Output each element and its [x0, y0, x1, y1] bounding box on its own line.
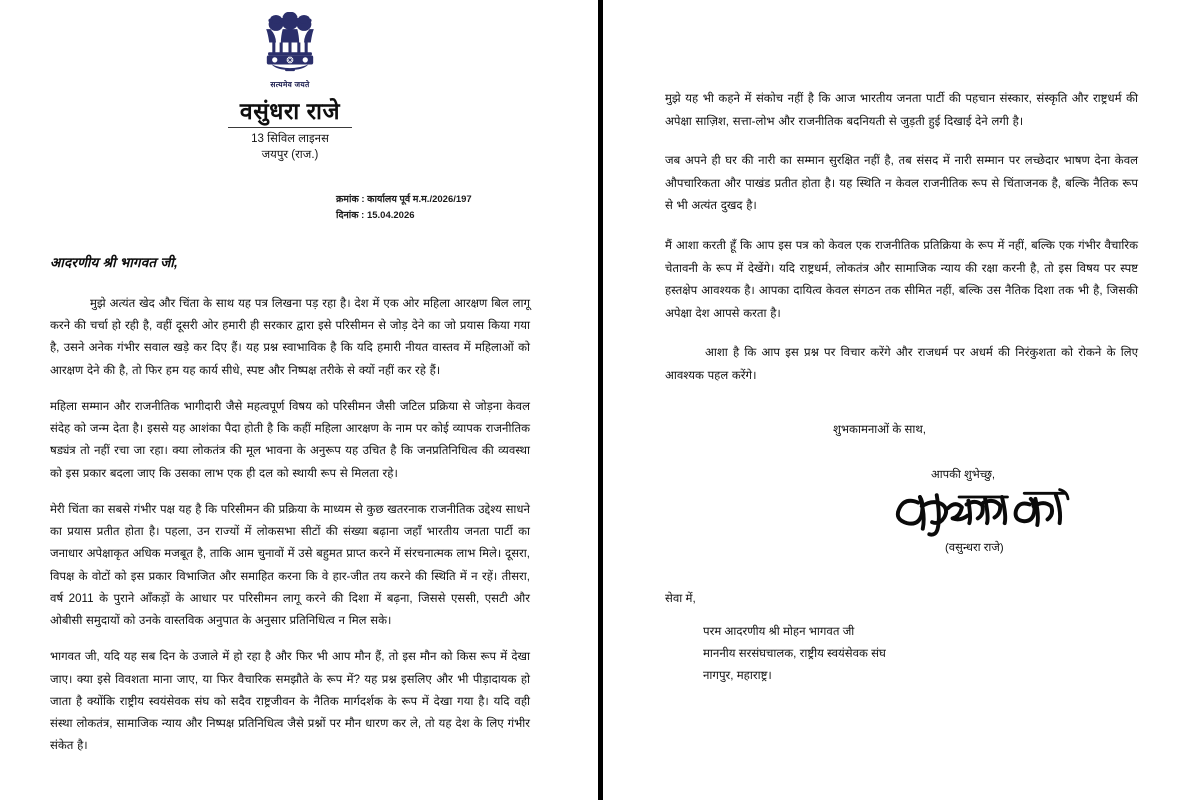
right-page-body — [665, 88, 1138, 388]
closing-yours: आपकी शुभेच्छु, — [931, 468, 996, 481]
emblem-motto: सत्यमेव जयते — [270, 80, 310, 89]
state-emblem-of-india-icon — [259, 12, 321, 84]
paragraph: मुझे यह भी कहने में संकोच नहीं है कि आज भारतीय जनता पार्टी की पहचान संस्कार, संस्कृति और राष्ट्रधर्म की अपेक्षा साज़िश, सत्ता-लोभ और राजनीतिक बदनियती से जुड़ती हुई दिखाई देने लगी है। — [665, 92, 1138, 128]
letter-page-left — [0, 0, 598, 800]
addressee-line-2: माननीय सरसंघचालक, राष्ट्रीय स्वयंसेवक संघ — [703, 646, 886, 660]
addressee-block — [665, 591, 1138, 688]
paragraph: मेरी चिंता का सबसे गंभीर पक्ष यह है कि परिसीमन की प्रक्रिया के माध्यम से कुछ खतरनाक राजनीतिक उद्देश्य साधने का प्रयास प्रतीत होता है। पहला, उन राज्यों में लोकसभा सीटों की संख्या बढ़ाना जहाँ भारतीय जनता पार्टी का जनाधार अपेक्षाकृत अधिक मजबूत है, ताकि आम चुनावों में उसे बहुमत प्राप्त करने में संरचनात्मक लाभ मिले। दूसरा, विपक्ष के वोटों को इस प्रकार विभाजित और समाहित करना कि वे हार-जीत तय करने की स्थिति में न रहें। तीसरा, वर्ष 2011 के पुराने आँकड़ों के आधार पर परिसीमन लागू करने की दिशा में बढ़ना, जिससे एससी, एसटी और ओबीसी समुदायों को उनके वास्तविक अनुपात के अनुसार प्रतिनिधित्व न मिल सके। — [50, 502, 530, 628]
letterhead-divider-rule — [228, 127, 352, 128]
salutation: आदरणीय श्री भागवत जी, — [50, 254, 178, 270]
reference-block — [50, 192, 530, 223]
letterhead-name: वसुंधरा राजे — [239, 98, 341, 124]
letterhead-address-line-1: 13 सिविल लाइनस — [251, 133, 329, 146]
addressee-to-label: सेवा में, — [665, 591, 696, 605]
paragraph: मैं आशा करती हूँ कि आप इस पत्र को केवल एक राजनीतिक प्रतिक्रिया के रूप में नहीं, बल्कि एक गंभीर वैचारिक चेतावनी के रूप में देखेंगे। यदि राष्ट्रधर्म, लोकतंत्र और सामाजिक न्याय की रक्षा करनी है, तो इस विषय पर स्पष्ट हस्तक्षेप आवश्यक है। आपका दायित्व केवल संगठन तक सीमित नहीं, बल्कि उस नैतिक दिशा तक भी है, जिसकी अपेक्षा देश आपसे करता है। — [665, 238, 1138, 320]
paragraph: जब अपने ही घर की नारी का सम्मान सुरक्षित नहीं है, तब संसद में नारी सम्मान पर लच्छेदार भाषण देना केवल औपचारिकता और पाखंड प्रतीत होता है। यह स्थिति न केवल राजनीतिक रूप से चिंताजनक है, बल्कि नैतिक रूप से भी अत्यंत दुखद है। — [665, 154, 1138, 213]
handwritten-signature-icon — [893, 484, 1081, 538]
signature-block — [665, 467, 1138, 555]
paragraph: महिला सम्मान और राजनीतिक भागीदारी जैसे महत्वपूर्ण विषय को परिसीमन जैसी जटिल प्रक्रिया से जोड़ना केवल संदेह को जन्म देता है। इससे यह आशंका पैदा होती है कि कहीं महिला आरक्षण के नाम पर कोई व्यापक राजनीतिक षड्यंत्र तो नहीं रचा जा रहा। क्या लोकतंत्र की मूल भावना के अनुरूप यह उचित है कि जनप्रतिनिधित्व की व्यवस्था को इस प्रकार बदला जाए कि उसका लाभ एक ही दल को स्थायी रूप से मिलता रहे। — [50, 399, 530, 480]
reference-date: दिनांक : 15.04.2026 — [336, 209, 415, 221]
letterhead — [50, 12, 530, 164]
left-page-body — [50, 293, 530, 758]
paragraph: भागवत जी, यदि यह सब दिन के उजाले में हो रहा है और फिर भी आप मौन हैं, तो इस मौन को किस रूप में देखा जाए। क्या इसे विवशता माना जाए, या फिर वैचारिक समझौते के रूप में? यह प्रश्न इसलिए और भी पीड़ादायक हो जाता है क्योंकि राष्ट्रीय स्वयंसेवक संघ को सदैव राष्ट्रजीवन के नैतिक मार्गदर्शक के रूप में देखा गया है। यदि वही संस्था लोकतंत्र, सामाजिक न्याय और निष्पक्ष प्रतिनिधित्व जैसे प्रश्नों पर मौन धारण कर ले, तो यह देश के लिए गंभीर संकेत है। — [50, 650, 530, 753]
signature-printed-name: (वसुन्धरा राजे) — [945, 541, 1004, 554]
addressee-line-3: नागपुर, महाराष्ट्र। — [703, 669, 772, 683]
addressee-lines — [665, 621, 1138, 688]
paragraph: आशा है कि आप इस प्रश्न पर विचार करेंगे और राजधर्म पर अधर्म की निरंकुशता को रोकने के लिए आवश्यक पहल करेंगे। — [665, 346, 1138, 382]
letterhead-address-line-2: जयपुर (राज.) — [261, 149, 319, 162]
closing-regards: शुभकामनाओं के साथ, — [833, 422, 926, 436]
reference-number: क्रमांक : कार्यालय पूर्व म.म./2026/197 — [336, 194, 472, 206]
addressee-line-1: परम आदरणीय श्री मोहन भागवत जी — [703, 624, 855, 638]
paragraph: मुझे अत्यंत खेद और चिंता के साथ यह पत्र लिखना पड़ रहा है। देश में एक ओर महिला आरक्षण बिल लागू करने की चर्चा हो रही है, वहीं दूसरी ओर हमारी ही सरकार द्वारा इसे परिसीमन से जोड़ देने का जो प्रयास किया गया है, उसने अनेक गंभीर सवाल खड़े कर दिए हैं। यह प्रश्न स्वाभाविक है कि यदि हमारी नीयत वास्तव में महिलाओं को आरक्षण देने की है, तो फिर हम यह कार्य सीधे, स्पष्ट और निष्पक्ष तरीके से क्यों नहीं कर रहे हैं। — [50, 296, 530, 377]
letter-page-right — [603, 0, 1200, 800]
